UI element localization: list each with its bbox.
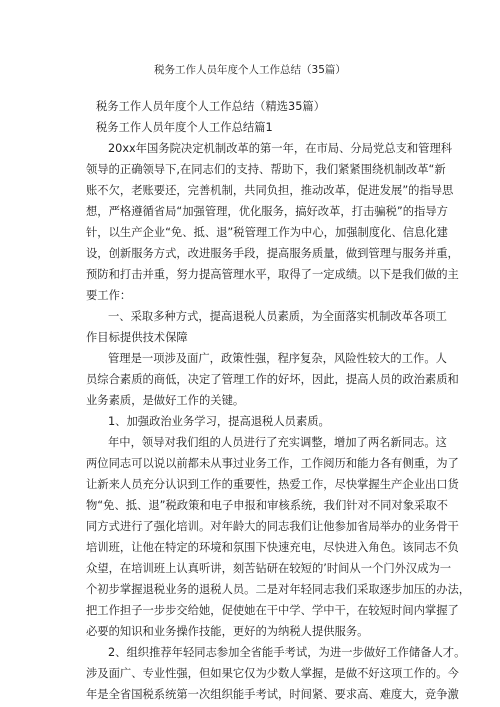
text-line: 涉及面广、专业性强，但如果它仅为少数人掌握，是做不好这项工作的。今 xyxy=(86,667,459,680)
text-line: 想，严格遵循省局“加强管理，优化服务，搞好改革，打击骗税”的指导方 xyxy=(86,205,448,218)
document-title: 税务工作人员年度个人工作总结（35篇） xyxy=(154,64,346,76)
text-line: 20xx年国务院决定机制改革的第一年，在市局、分局党总支和管理科 xyxy=(108,142,453,155)
document-body xyxy=(86,96,471,705)
text-line: 要工作： xyxy=(86,289,132,302)
text-line: 2、组织推荐年轻同志参加全省能手考试，为进一步做好工作储备人才。 xyxy=(108,646,466,659)
text-line: 作目标提供技术保障 xyxy=(86,331,188,344)
text-line: 物“免、抵、退”税政策和电子申报和审核系统，我们针对不同对象采取不 xyxy=(86,499,448,512)
text-line: 一、采取多种方式，提高退税人员素质，为全面落实机制改革各项工 xyxy=(108,310,447,323)
text-line: 管理是一项涉及面广，政策性强，程序复杂，风险性较大的工作。人 xyxy=(108,352,447,365)
text-line: 年是全省国税系统第一次组织能手考试，时间紧、要求高、难度大，竞争激 xyxy=(86,688,459,701)
text-line: 同方式进行了强化培训。对年龄大的同志我们让他参加省局举办的业务骨干 xyxy=(86,520,459,533)
text-line: 领导的正确领导下,在同志们的支持、帮助下，我们紧紧围绕机制改革“新 xyxy=(86,163,446,176)
text-line: 员综合素质的商低，决定了管理工作的好坏，因此，提高人员的政治素质和 xyxy=(86,373,459,386)
text-line: 年中，领导对我们组的人员进行了充实调整，增加了两名新同志。这 xyxy=(108,436,447,449)
text-line: 针，以生产企业“免、抵、退”税管理工作为中心，加强制度化、信息化建 xyxy=(86,226,448,239)
text-line: 把工作担子一步步交给她，促使她在干中学、学中干，在较短时间内掌握了 xyxy=(86,604,459,617)
text-line: 让新来人员充分认识到工作的重要性，热爱工作，尽快掌握生产企业出口货 xyxy=(86,478,459,491)
text-line: 税务工作人员年度个人工作总结（精选35篇） xyxy=(96,100,326,113)
text-line: 1、加强政治业务学习，提高退税人员素质。 xyxy=(108,415,330,428)
text-line: 众望，在培训班上认真听讲，刻苦钻研在较短的’时间从一个门外汉成为一 xyxy=(86,562,452,575)
text-line: 税务工作人员年度个人工作总结篇1 xyxy=(96,121,273,134)
text-line: 培训班，让他在特定的环境和氛围下快速充电，尽快进入角色。该同志不负 xyxy=(86,541,459,554)
text-line: 设，创新服务方式，改进服务手段，提高服务质量，做到管理与服务并重， xyxy=(86,247,459,260)
text-line: 业务素质，是做好工作的关键。 xyxy=(86,394,245,407)
text-line: 个初步掌握退税业务的退税人员。二是对年轻同志我们采取逐步加压的办法， xyxy=(86,583,471,596)
text-line: 预防和打击并重，努力提高管理水平，取得了一定成绩。以下是我们做的主 xyxy=(86,268,459,281)
text-line: 两位同志可以说以前都未从事过业务工作，工作阅历和能力各有侧重，为了 xyxy=(86,457,459,470)
text-line: 必要的知识和业务操作技能，更好的为纳税人提供服务。 xyxy=(86,625,369,638)
text-line: 账不欠，老账要还，完善机制，共同负担，推动改革，促进发展”的指导思 xyxy=(86,184,454,197)
